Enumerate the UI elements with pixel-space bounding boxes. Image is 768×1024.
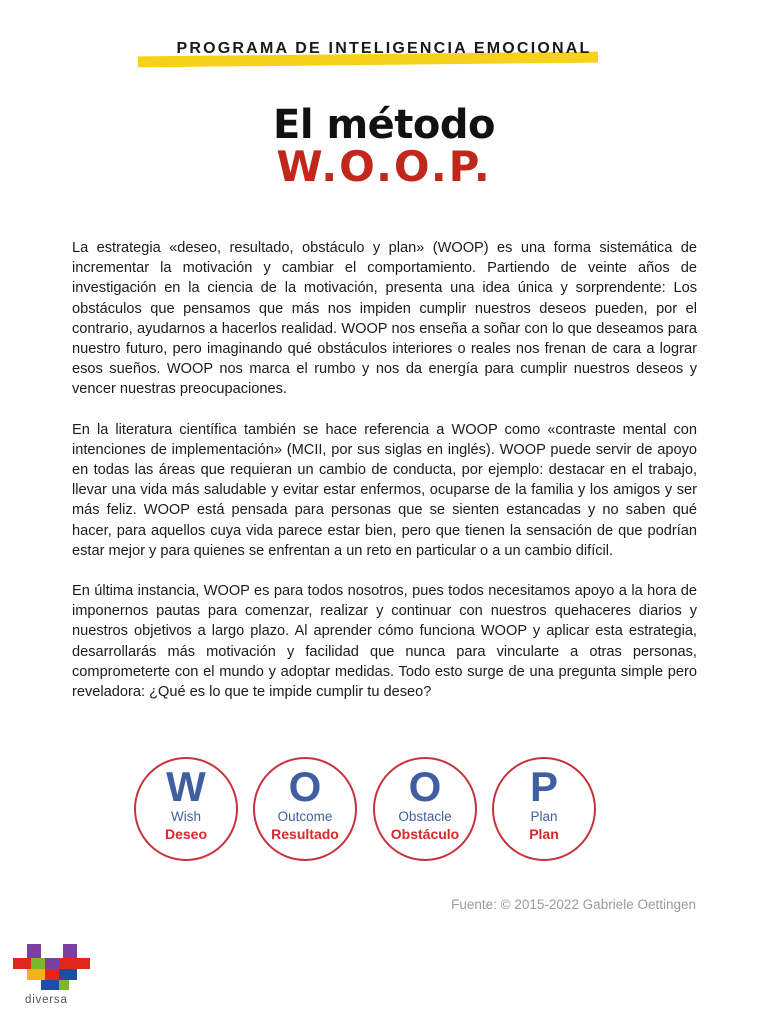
paragraph: En última instancia, WOOP es para todos nosotros, pues todos necesitamos apoyo a la hora de imponernos pautas para comenzar, realizar y continuar con nuestros quehaceres diarios y nuestros objetivos a largo plazo. Al aprender cómo funciona WOOP y aplicar esta estrategia, desarrollarás más motivación y facilidad que nunca para vincularte a otras personas, comprometerte con el mundo y adoptar medidas. Todo esto surge de una pregunta simple pero reveladora: ¿Qué es lo que te impide cumplir tu deseo?	[72, 583, 697, 701]
paragraph: En la literatura científica también se hace referencia a WOOP como «contraste mental con intenciones de implementación» (MCII, por sus siglas en inglés). WOOP puede servir de apoyo en todas las áreas que requieran un cambio de conducta, por ejemplo: destacar en el trabajo, llevar una vida más saludable y evitar estar enfermos, ocuparse de la familia y los amigos y ser más feliz. WOOP está pensada para personas que se sienten estancadas y no saben qué hacer, para aquellos cuya vida parece estar bien, pero que tienen la sensación de que podrían estar mejor y para quienes se enfrentan a un reto en particular o a un cambio difícil.	[72, 421, 697, 559]
woop-circle-plan	[492, 757, 596, 861]
woop-spanish: Deseo	[164, 826, 208, 842]
woop-letter: W	[166, 763, 206, 810]
woop-letter: O	[408, 763, 442, 810]
body-text	[72, 238, 697, 722]
woop-spanish: Obstáculo	[390, 826, 460, 842]
woop-spanish: Resultado	[271, 826, 339, 842]
page-title: El método	[273, 102, 495, 148]
program-title: PROGRAMA DE INTELIGENCIA EMOCIONAL	[176, 40, 592, 57]
source-credit: Fuente: © 2015-2022 Gabriele Oettingen	[451, 897, 696, 912]
paragraph: La estrategia «deseo, resultado, obstáculo y plan» (WOOP) es una forma sistemática de incrementar la motivación y cambiar el comportamiento. Partiendo de veinte años de investigación en la ciencia de la motivación, presenta una idea única y sorprendente: Los obstáculos que pensamos que más nos impiden cumplir nuestros deseos pueden, por el contrario, ayudarnos a hacerlos realidad. WOOP nos enseña a soñar con lo que deseamos para nuestro futuro, pero imaginando qué obstáculos interiores o reales nos frenan de cara a lograr esos sueños. WOOP nos marca el rumbo y nos da energía para cumplir nuestros deseos y vencer nuestras preocupaciones.	[72, 240, 697, 398]
program-heading	[0, 40, 768, 58]
woop-letter: P	[529, 763, 558, 810]
page-title-acronym: W.O.O.P.	[276, 142, 492, 191]
woop-english: Outcome	[277, 809, 333, 824]
woop-circle-outcome	[253, 757, 357, 861]
woop-english: Obstacle	[398, 809, 452, 824]
diversa-logo	[13, 944, 91, 1010]
woop-circle-obstacle	[373, 757, 477, 861]
logo-wordmark: diversa	[25, 994, 68, 1006]
woop-letter: O	[288, 763, 322, 810]
logo-mark-icon	[13, 944, 91, 994]
woop-english: Plan	[530, 809, 558, 824]
woop-circle-wish	[134, 757, 238, 861]
woop-circles	[134, 757, 604, 861]
woop-english: Wish	[171, 809, 201, 824]
woop-spanish: Plan	[529, 826, 559, 842]
